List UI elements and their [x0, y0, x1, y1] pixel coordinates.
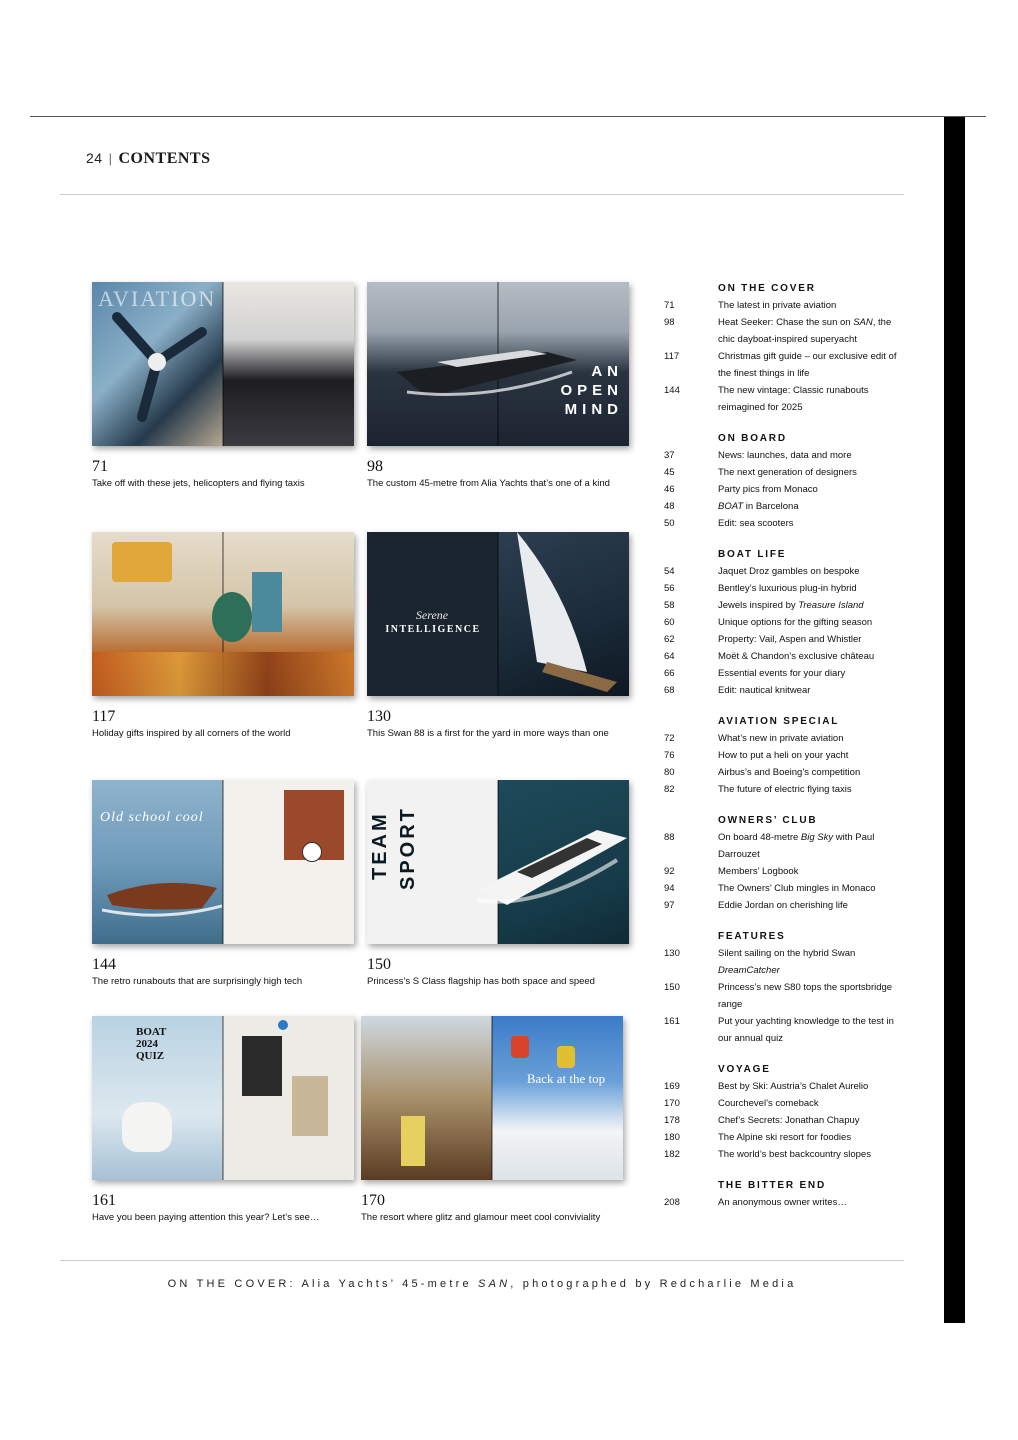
entry-title-text: Essential events for your diary [718, 668, 846, 679]
entry-page-number: 178 [664, 1115, 680, 1126]
entry-page-number: 56 [664, 583, 675, 594]
entry-page-number: 130 [664, 948, 680, 959]
entry-title [718, 464, 908, 481]
page-number: 24 [86, 150, 103, 166]
entry-title-text: Eddie Jordan on cherishing life [718, 900, 848, 911]
header-rule [60, 194, 904, 195]
entry-title-italic: DreamCatcher [718, 965, 780, 976]
header-separator: | [108, 151, 113, 166]
contents-entry[interactable] [664, 648, 914, 665]
contents-entry[interactable] [664, 614, 914, 631]
contents-entry[interactable] [664, 1095, 914, 1112]
entry-title-text: Put your yachting knowledge to the test in our annual quiz [718, 1016, 894, 1044]
entry-title-italic: BOAT [718, 501, 744, 512]
entry-title [718, 1194, 908, 1211]
entry-title-text: Unique options for the gifting season [718, 617, 873, 628]
entry-title-text: How to put a heli on your yacht [718, 750, 849, 761]
feature-caption: Take off with these jets, helicopters and flying taxis [92, 478, 305, 489]
contents-entry[interactable] [664, 464, 914, 481]
contents-section [664, 430, 914, 532]
contents-entry[interactable] [664, 863, 914, 880]
entry-page-number: 180 [664, 1132, 680, 1143]
entry-page-number: 80 [664, 767, 675, 778]
entry-title-text: with Paul Darrouzet [718, 832, 875, 860]
entry-title [718, 781, 908, 798]
entry-title-text: Jewels inspired by [718, 600, 799, 611]
contents-entry[interactable] [664, 580, 914, 597]
entry-title [718, 348, 908, 382]
feature-page-number: 71 [92, 458, 108, 475]
entry-page-number: 60 [664, 617, 675, 628]
sail-graphic [507, 532, 627, 696]
entry-title-text: The Alpine ski resort for foodies [718, 1132, 852, 1143]
contents-entry[interactable] [664, 481, 914, 498]
entry-page-number: 117 [664, 351, 680, 362]
cover-credit-text: ON THE COVER: Alia Yachts’ 45-metre [167, 1278, 479, 1290]
spread-headline: Serene [415, 608, 449, 622]
contents-entry[interactable] [664, 747, 914, 764]
entry-title [718, 614, 908, 631]
contents-entry[interactable] [664, 1078, 914, 1095]
contents-entry[interactable] [664, 382, 914, 416]
entry-page-number: 66 [664, 668, 675, 679]
feature-caption: This Swan 88 is a first for the yard in more ways than one [367, 728, 609, 739]
entry-title [718, 297, 908, 314]
spread-headline: AN OPEN MIND [560, 363, 623, 418]
contents-entry[interactable] [664, 682, 914, 699]
entry-title [718, 764, 908, 781]
entry-title-text: Edit: nautical knitwear [718, 685, 811, 696]
contents-entry[interactable] [664, 447, 914, 464]
entry-page-number: 92 [664, 866, 675, 877]
contents-entry[interactable] [664, 597, 914, 614]
contents-entry[interactable] [664, 945, 914, 979]
contents-section [664, 928, 914, 1047]
entry-page-number: 82 [664, 784, 675, 795]
feature-caption: Holiday gifts inspired by all corners of the world [92, 728, 291, 739]
contents-entry[interactable] [664, 348, 914, 382]
motor-yacht-graphic [477, 820, 627, 910]
section-title: BOAT LIFE [718, 549, 787, 560]
contents-section [664, 812, 914, 914]
spread-subheadline: INTELLIGENCE [385, 624, 481, 635]
spread-image [361, 1016, 623, 1180]
entry-title [718, 1129, 908, 1146]
entry-title [718, 1112, 908, 1129]
spread-headline: Old school cool [100, 810, 204, 825]
entry-title-text: Jaquet Droz gambles on bespoke [718, 566, 860, 577]
entry-page-number: 88 [664, 832, 675, 843]
page-edge-bar [944, 117, 965, 1323]
entry-title-text: Princess’s new S80 tops the sportsbridge range [718, 982, 893, 1010]
spread-image [92, 1016, 354, 1180]
entry-title [718, 648, 908, 665]
entry-title-text: Moët & Chandon’s exclusive château [718, 651, 875, 662]
contents-entry[interactable] [664, 1112, 914, 1129]
entry-title-text: What’s new in private aviation [718, 733, 844, 744]
section-title: ON THE COVER [718, 283, 816, 294]
entry-page-number: 48 [664, 501, 675, 512]
entry-page-number: 62 [664, 634, 675, 645]
feature-page-number: 150 [367, 956, 391, 973]
entry-page-number: 76 [664, 750, 675, 761]
entry-page-number: 64 [664, 651, 675, 662]
contents-section [664, 1061, 914, 1163]
runabout-graphic [102, 860, 222, 920]
entry-page-number: 71 [664, 300, 675, 311]
entry-title-text: Heat Seeker: Chase the sun on [718, 317, 854, 328]
entry-title-text: The new vintage: Classic runabouts reimagined for 2025 [718, 385, 869, 413]
contents-entry[interactable] [664, 563, 914, 580]
entry-title [718, 880, 908, 897]
entry-page-number: 72 [664, 733, 675, 744]
feature-page-number: 161 [92, 1192, 116, 1209]
entry-page-number: 58 [664, 600, 675, 611]
entry-title-text: The future of electric flying taxis [718, 784, 852, 795]
entry-title-text: Silent sailing on the hybrid Swan [718, 948, 856, 959]
feature-caption: Princess’s S Class flagship has both space and speed [367, 976, 595, 987]
entry-page-number: 170 [664, 1098, 680, 1109]
entry-page-number: 182 [664, 1149, 680, 1160]
spread-image [92, 532, 354, 696]
entry-page-number: 37 [664, 450, 675, 461]
entry-title-italic: Treasure Island [798, 600, 864, 611]
contents-entry[interactable] [664, 730, 914, 747]
entry-title [718, 1013, 908, 1047]
entry-title [718, 829, 908, 863]
contents-entry[interactable] [664, 979, 914, 1013]
page-header [86, 150, 211, 168]
section-title: VOYAGE [718, 1064, 771, 1075]
entry-title [718, 747, 908, 764]
entry-title [718, 597, 908, 614]
entry-title-text: The world’s best backcountry slopes [718, 1149, 871, 1160]
contents-entry[interactable] [664, 631, 914, 648]
contents-entry[interactable] [664, 1146, 914, 1163]
section-title: OWNERS’ CLUB [718, 815, 818, 826]
entry-title-text: Best by Ski: Austria’s Chalet Aurelio [718, 1081, 869, 1092]
entry-title-text: Edit: sea scooters [718, 518, 794, 529]
entry-page-number: 208 [664, 1197, 680, 1208]
entry-title [718, 863, 908, 880]
entry-title [718, 665, 908, 682]
entry-title-text: News: launches, data and more [718, 450, 852, 461]
contents-entry[interactable] [664, 897, 914, 914]
contents-entry[interactable] [664, 665, 914, 682]
spread-headline: Back at the top [526, 1071, 606, 1086]
entry-title-italic: Big Sky [800, 832, 834, 843]
entry-page-number: 97 [664, 900, 675, 911]
feature-caption: The retro runabouts that are surprisingly high tech [92, 976, 303, 987]
contents-entry[interactable] [664, 498, 914, 515]
entry-title [718, 945, 908, 979]
spread-image [92, 282, 354, 446]
feature-caption: The custom 45-metre from Alia Yachts that’s one of a kind [367, 478, 610, 489]
contents-entry[interactable] [664, 781, 914, 798]
contents-section [664, 546, 914, 699]
cover-credit [60, 1278, 904, 1290]
entry-title [718, 682, 908, 699]
entry-page-number: 161 [664, 1016, 680, 1027]
section-title: FEATURES [718, 931, 786, 942]
section-title: ON BOARD [718, 433, 787, 444]
entry-title [718, 498, 908, 515]
contents-list [664, 280, 914, 1225]
entry-title-text: Chef’s Secrets: Jonathan Chapuy [718, 1115, 860, 1126]
entry-page-number: 54 [664, 566, 675, 577]
contents-entry[interactable] [664, 1194, 914, 1211]
feature-page-number: 170 [361, 1192, 385, 1209]
entry-title [718, 580, 908, 597]
section-title: THE BITTER END [718, 1180, 826, 1191]
contents-section [664, 1177, 914, 1211]
spread-image [367, 532, 629, 696]
entry-title-text: in Barcelona [743, 501, 799, 512]
contents-section [664, 713, 914, 798]
cover-credit-yacht-name: SAN [478, 1278, 511, 1290]
footer-rule [60, 1260, 904, 1261]
feature-caption: The resort where glitz and glamour meet cool conviviality [361, 1212, 601, 1223]
entry-title [718, 481, 908, 498]
feature-caption: Have you been paying attention this year? Let’s see… [92, 1212, 320, 1223]
section-title: AVIATION SPECIAL [718, 716, 840, 727]
entry-title-text: Bentley’s luxurious plug-in hybrid [718, 583, 857, 594]
contents-entry[interactable] [664, 829, 914, 863]
entry-page-number: 46 [664, 484, 675, 495]
entry-page-number: 94 [664, 883, 675, 894]
entry-title-text: The next generation of designers [718, 467, 857, 478]
entry-title-text: Members’ Logbook [718, 866, 799, 877]
entry-title [718, 314, 908, 348]
entry-title [718, 382, 908, 416]
entry-title-text: On board 48-metre [718, 832, 801, 843]
entry-title-text: Airbus’s and Boeing’s competition [718, 767, 861, 778]
feature-page-number: 130 [367, 708, 391, 725]
entry-title [718, 515, 908, 532]
contents-entry[interactable] [664, 880, 914, 897]
entry-page-number: 45 [664, 467, 675, 478]
entry-title-text: Courchevel’s comeback [718, 1098, 819, 1109]
propeller-graphic [102, 302, 212, 422]
entry-title-text: Christmas gift guide – our exclusive edit of the finest things in life [718, 351, 897, 379]
contents-entry[interactable] [664, 764, 914, 781]
entry-title [718, 730, 908, 747]
feature-page-number: 98 [367, 458, 383, 475]
entry-title-text: , the chic dayboat-inspired superyacht [718, 317, 892, 345]
entry-title [718, 979, 908, 1013]
entry-title-text: The Owners’ Club mingles in Monaco [718, 883, 876, 894]
contents-entry[interactable] [664, 297, 914, 314]
feature-page-number: 144 [92, 956, 116, 973]
entry-page-number: 169 [664, 1081, 680, 1092]
entry-title [718, 1078, 908, 1095]
entry-title [718, 1095, 908, 1112]
cover-credit-photographer: , photographed by Redcharlie Media [510, 1278, 797, 1290]
contents-entry[interactable] [664, 515, 914, 532]
entry-title [718, 563, 908, 580]
spread-image [92, 780, 354, 944]
entry-title [718, 447, 908, 464]
spread-headline: TEAM [369, 811, 391, 880]
spread-image [367, 282, 629, 446]
contents-entry[interactable] [664, 1013, 914, 1047]
entry-title [718, 897, 908, 914]
entry-page-number: 144 [664, 385, 680, 396]
entry-page-number: 98 [664, 317, 675, 328]
spread-subheadline: SPORT [397, 806, 419, 890]
entry-title [718, 631, 908, 648]
entry-title [718, 1146, 908, 1163]
entry-title-text: The latest in private aviation [718, 300, 837, 311]
feature-page-number: 117 [92, 708, 116, 725]
entry-page-number: 50 [664, 518, 675, 529]
top-rule [30, 116, 986, 117]
entry-page-number: 68 [664, 685, 675, 696]
entry-title-italic: SAN [853, 317, 873, 328]
page-title: CONTENTS [118, 150, 211, 167]
entry-title-text: Property: Vail, Aspen and Whistler [718, 634, 862, 645]
entry-title-text: Party pics from Monaco [718, 484, 818, 495]
spread-headline: BOAT 2024 QUIZ [136, 1026, 167, 1062]
contents-section [664, 280, 914, 416]
entry-page-number: 150 [664, 982, 680, 993]
contents-entry[interactable] [664, 1129, 914, 1146]
spread-image [367, 780, 629, 944]
contents-entry[interactable] [664, 314, 914, 348]
spread-headline: AVIATION [98, 286, 217, 311]
entry-title-text: An anonymous owner writes… [718, 1197, 847, 1208]
